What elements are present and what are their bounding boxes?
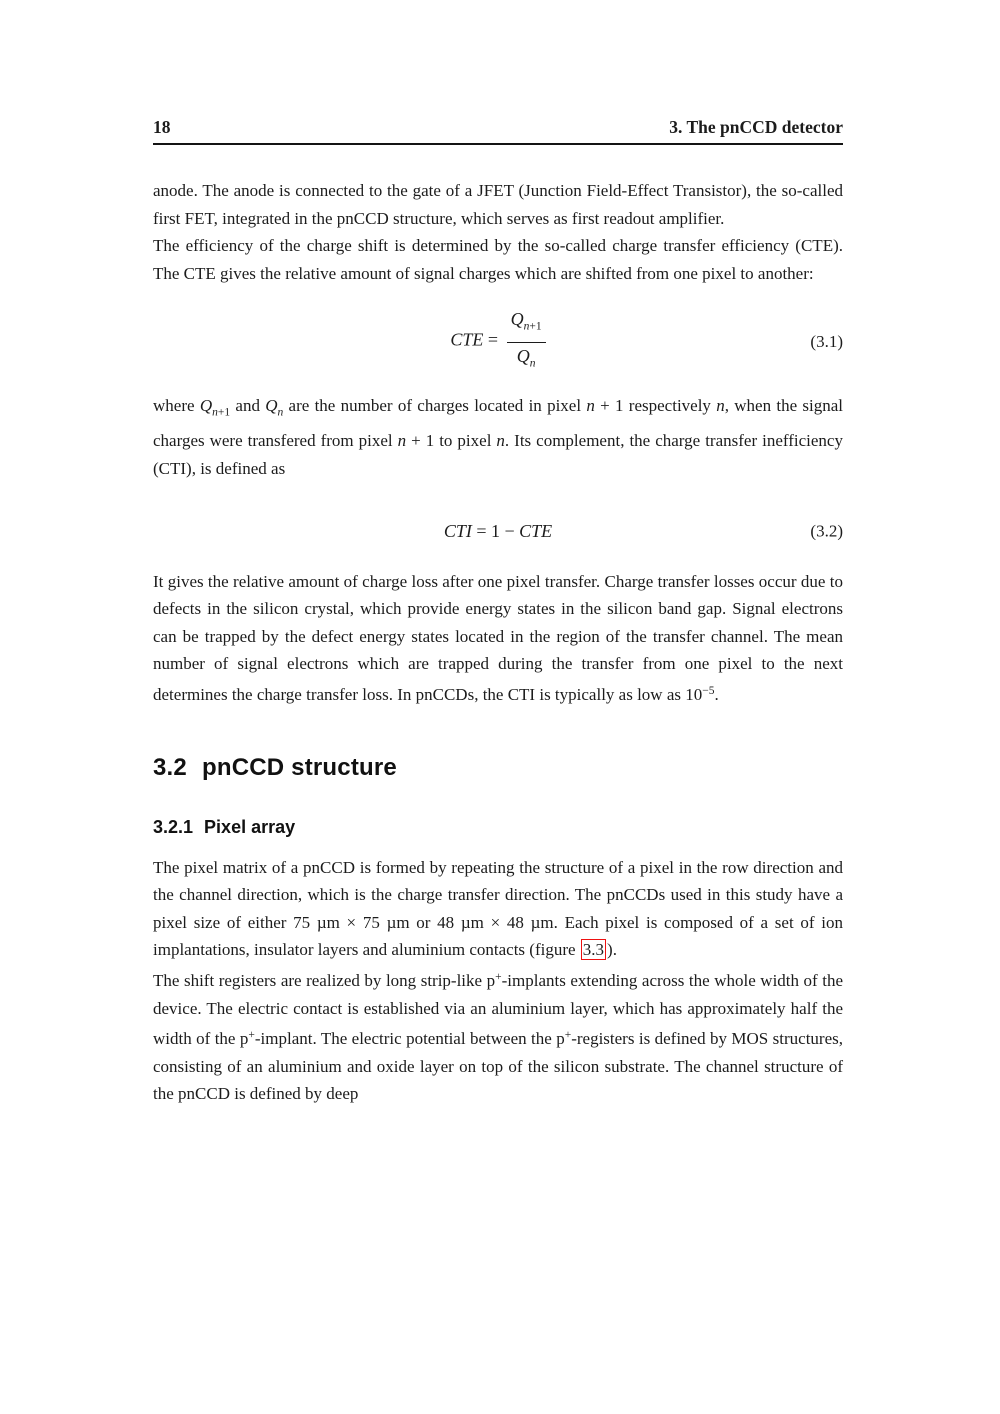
page-number: 18 <box>153 117 171 137</box>
section-heading <box>153 753 843 783</box>
equation-cte-lhs: CTE = <box>450 330 503 350</box>
header-rule <box>153 143 843 145</box>
section-number: 3.2 <box>153 753 187 781</box>
paragraph-charge-loss: It gives the relative amount of charge loss after one pixel transfer. Charge transfer losses occur due to defects in the silicon crystal, which provide energy states in the silicon band gap. Signal electrons can be trapped by the defect energy states located in the region of the transfer channel. The mean number of signal electrons which are trapped during the transfer from one pixel to the next determines the charge transfer loss. In pnCCDs, the CTI is typically as low as $10^{-5}$. <box>153 571 843 705</box>
paragraph-anode-continuation: anode. The anode is connected to the gate of a JFET (Junction Field-Effect Transistor), the so-called first FET, integrated in the pnCCD structure, which serves as first readout amplifier. <box>153 181 843 228</box>
equation-cti <box>153 519 843 544</box>
section-title: pnCCD structure <box>201 753 397 781</box>
figure-reference-link[interactable]: 3.3 <box>582 940 605 960</box>
equation-number-3-1: (3.1) <box>810 332 843 352</box>
cte-fraction-numerator: $Q_{n+1}$ <box>510 309 542 333</box>
equation-cti-body: CTI = 1 − CTE <box>443 520 553 541</box>
running-title: 3. The pnCCD detector <box>669 117 843 137</box>
paragraph-cti-definition: where $Q_{n+1}$ and $Q_n$ are the number of charges located in pixel n + 1 respectively n, when the signal charges were transfered from pixel n + 1 to pixel n. Its complement, the charge transfer inefficiency (CTI), is defined as <box>153 396 844 479</box>
cte-fraction-denominator: $Q_n$ <box>507 342 546 377</box>
cte-fraction <box>507 307 546 376</box>
paragraph-pixel-matrix: The pixel matrix of a pnCCD is formed by repeating the structure of a pixel in the row direction and the channel direction, which is the charge transfer direction. The pnCCDs used in this study have a pixel size of either 75 µm × 75 µm or 48 µm × 48 µm. Each pixel is composed of a set of ion implantations, insulator layers and aluminium contacts (figure 3.3 ). <box>153 857 843 960</box>
page-header <box>153 116 843 145</box>
subsection-number: 3.2.1 <box>153 816 194 837</box>
paragraph-shift-registers: The shift registers are realized by long strip-like p+-implants extending across the whole width of the device. The electric contact is established via an aluminium layer, which has approximately half the width of the p+-implant. The electric potential between the p+-registers is defined by MOS structures, consisting of an aluminium and oxide layer on top of the silicon substrate. The channel structure of the pnCCD is defined by deep <box>153 970 844 1104</box>
paragraph-cte-intro: The efficiency of the charge shift is determined by the so-called charge transfer efficiency (CTE). The CTE gives the relative amount of signal charges which are shifted from one pixel to another: <box>153 236 843 283</box>
subsection-heading <box>153 815 843 839</box>
equation-number-3-2: (3.2) <box>810 521 843 541</box>
equation-cte-body <box>450 307 545 376</box>
equation-cte <box>153 307 843 376</box>
subsection-title: Pixel array <box>204 816 296 837</box>
